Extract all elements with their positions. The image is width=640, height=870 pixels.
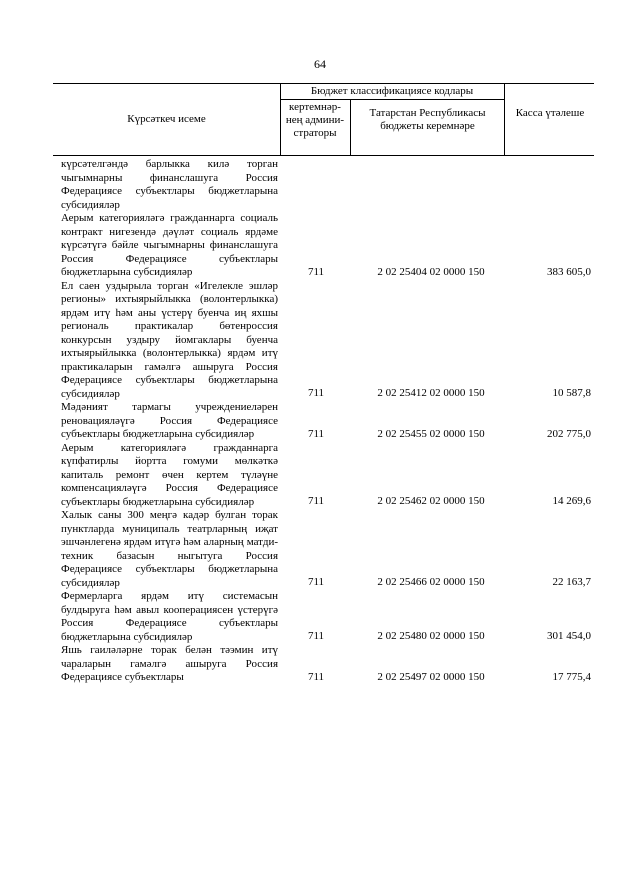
table-row <box>61 644 591 685</box>
row-admin-code: 711 <box>307 495 325 507</box>
row-admin-code: 711 <box>307 387 325 399</box>
row-admin-code: 711 <box>307 427 325 440</box>
header-budget-classification: Бюджет классификациясе кодлары <box>310 85 474 97</box>
table-row <box>61 401 591 442</box>
row-amount: 17 775,4 <box>552 670 591 683</box>
row-amount: 383 605,0 <box>547 265 591 278</box>
row-admin-code: 711 <box>307 670 325 683</box>
row-amount: 10 587,8 <box>552 387 591 399</box>
row-admin-code: 711 <box>307 630 325 642</box>
row-name: Халык саны 300 меңгә кадәр булган торак пунктларда муниципаль театрларның иҗат эшчәнлегенә ярдәм итүгә һәм аларның матди-техник базасын ныгытуга Россия Федерациясе субъектлары бюджетларына субсидияләр <box>61 509 278 589</box>
row-admin-code: 711 <box>307 576 325 588</box>
row-budget-code: 2 02 25466 02 0000 150 <box>377 576 485 588</box>
row-name: Аерым категорияләгә гражданнарга күпфатирлы йортта гомуми мөлкәткә капиталь ремонт өчен кертем түләүне компенсацияләүгә Россия Федерациясе субъектлары бюджетларына субсидияләр <box>61 441 278 508</box>
table-row <box>61 442 591 510</box>
page-number: 64 <box>314 57 326 71</box>
table-row <box>61 158 591 212</box>
table-row <box>61 280 591 402</box>
row-amount: 14 269,6 <box>552 495 591 507</box>
row-budget-code: 2 02 25480 02 0000 150 <box>377 630 485 642</box>
row-name: күрсәтелгәндә барлыкка килә торган чыгымнарны финанслашуга Россия Федерациясе субъектлары бюджетларына субсидияләр <box>61 158 278 211</box>
table-header <box>53 83 594 156</box>
row-budget-code: 2 02 25462 02 0000 150 <box>377 495 485 507</box>
row-admin-code: 711 <box>307 265 325 278</box>
row-amount: 22 163,7 <box>552 576 591 588</box>
row-name: Фермерларга ярдәм итү системасын булдыруга һәм авыл кооперациясен үстерүгә Россия Федерациясе субъектлары бюджетларына субсидияләр <box>61 590 278 643</box>
row-name: Яшь гаиләләрне торак белән тәэмин итү чараларын гамәлгә ашыруга Россия Федерациясе субъектлары <box>61 644 278 683</box>
row-amount: 202 775,0 <box>547 427 591 440</box>
table-row <box>61 212 591 280</box>
table-row <box>61 590 591 644</box>
header-divider <box>504 84 505 155</box>
header-budget-income: Татарстан Республикасы бюджеты керемнәре <box>369 107 486 132</box>
table-row <box>61 509 591 590</box>
row-budget-code: 2 02 25404 02 0000 150 <box>377 265 485 278</box>
row-budget-code: 2 02 25412 02 0000 150 <box>377 387 485 399</box>
row-budget-code: 2 02 25497 02 0000 150 <box>377 670 485 683</box>
row-name: Аерым категорияләгә гражданнарга социаль контракт нигезендә дәүләт социаль ярдәме күрсәтүгә бәйле чыгымнарны финанслашуга Россия Федерациясе субъектлары бюджетларына субсидияләр <box>61 212 278 278</box>
row-amount: 301 454,0 <box>547 630 591 642</box>
row-name: Мәдәният тармагы учреждениеләрен реновацияләүгә Россия Федерациясе субъектлары бюджетларына субсидияләр <box>61 401 278 440</box>
row-name: Ел саен уздырыла торган «Игелекле эшләр регионы» ихтыярыйлыкка (волонтерлыкка) ярдәм итү һәм аны үстерү буенча иң яхшы региональ практикалар бөтенроссия конкурсын уздыру йомгаклары буенча ихтыярыйлыкка (волонтерлыкка) ярдәм итү практикаларын гамәлгә ашыруга Россия Федерациясе субъектлары бюджетларына субсидияләр <box>61 279 278 400</box>
header-cash-execution: Касса үтәлеше <box>515 107 585 119</box>
table-body <box>61 158 591 685</box>
header-indicator-name: Күрсәткеч исеме <box>127 113 206 125</box>
header-administrator: кертемнәр-нең админи-страторы <box>285 101 345 139</box>
header-divider <box>280 99 504 100</box>
row-budget-code: 2 02 25455 02 0000 150 <box>377 427 485 440</box>
